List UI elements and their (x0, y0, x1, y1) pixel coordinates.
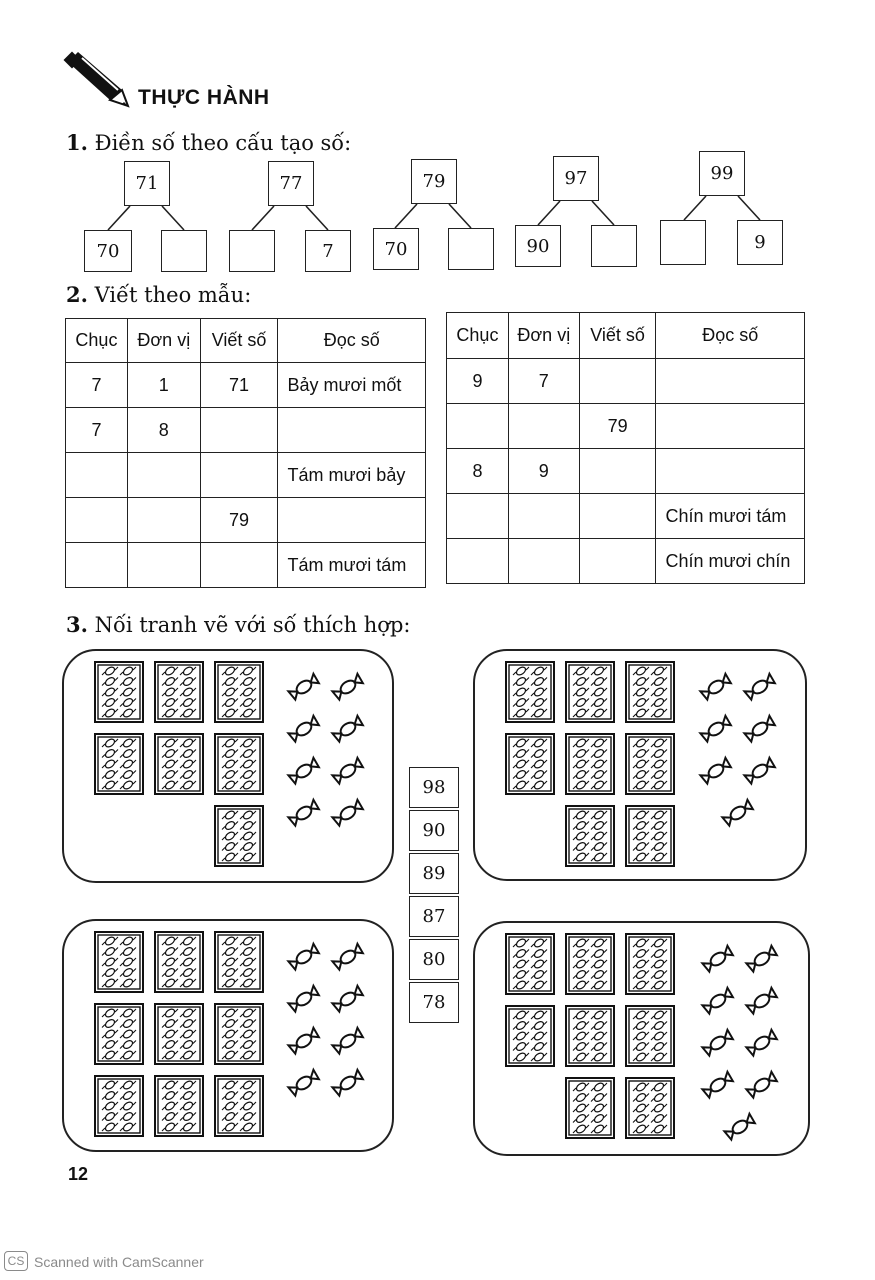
tree-top-box: 79 (411, 159, 457, 204)
table-right (446, 312, 805, 584)
number-box-80[interactable]: 80 (409, 939, 459, 980)
candy-icon (286, 669, 322, 705)
candy-icon (700, 941, 736, 977)
number-box-90[interactable]: 90 (409, 810, 459, 851)
cell-don-vi[interactable]: 9 (508, 449, 579, 494)
cell-don-vi[interactable] (127, 543, 200, 588)
cell-doc-so[interactable]: Bảy mươi mốt (278, 363, 426, 408)
exercise-1-text: Điền số theo cấu tạo số: (94, 131, 352, 155)
cell-viet-so[interactable] (200, 453, 278, 498)
candy-icon (700, 1067, 736, 1103)
number-box-98[interactable]: 98 (409, 767, 459, 808)
cell-doc-so[interactable] (656, 359, 805, 404)
candy-box-icon (565, 733, 615, 795)
candy-box-icon (625, 661, 675, 723)
candy-icon (744, 983, 780, 1019)
cell-chuc[interactable] (447, 494, 509, 539)
tree-left-box[interactable] (229, 230, 275, 272)
candy-icon (744, 941, 780, 977)
candy-icon (330, 1065, 366, 1101)
candy-icon (286, 753, 322, 789)
picture-card-2[interactable] (473, 649, 807, 881)
candy-icon (744, 1067, 780, 1103)
header-don-vi: Đơn vị (127, 319, 200, 363)
cell-doc-so[interactable]: Tám mươi tám (278, 543, 426, 588)
picture-card-3[interactable] (62, 919, 394, 1152)
cell-doc-so[interactable] (656, 449, 805, 494)
candy-box-icon (214, 661, 264, 723)
candy-box-icon (94, 931, 144, 993)
cell-don-vi[interactable]: 8 (127, 408, 200, 453)
header-doc-so: Đọc số (656, 313, 805, 359)
cell-doc-so[interactable]: Chín mươi chín (656, 539, 805, 584)
candy-icon (286, 939, 322, 975)
candy-icon (330, 939, 366, 975)
cell-viet-so[interactable] (579, 494, 656, 539)
loose-candy-group (274, 669, 378, 831)
candy-box-icon (214, 805, 264, 867)
number-box-89[interactable]: 89 (409, 853, 459, 894)
cell-viet-so[interactable] (579, 449, 656, 494)
cell-viet-so[interactable] (200, 543, 278, 588)
cell-chuc[interactable]: 9 (447, 359, 509, 404)
tree-left-box[interactable]: 70 (373, 228, 419, 270)
cell-viet-so[interactable] (579, 359, 656, 404)
candy-box-icon (565, 661, 615, 723)
candy-box-icon (214, 1003, 264, 1065)
cell-viet-so[interactable]: 71 (200, 363, 278, 408)
loose-candy-group (685, 941, 794, 1145)
tree-left-box[interactable]: 70 (84, 230, 132, 272)
candy-box-icon (565, 1077, 615, 1139)
cell-doc-so[interactable] (656, 404, 805, 449)
cell-don-vi[interactable]: 1 (127, 363, 200, 408)
scanner-watermark: Scanned with CamScanner (34, 1254, 204, 1270)
cell-don-vi[interactable] (508, 539, 579, 584)
cell-chuc[interactable]: 7 (66, 408, 128, 453)
candy-icon (742, 669, 778, 705)
loose-candy-group (685, 669, 791, 831)
number-box-78[interactable]: 78 (409, 982, 459, 1023)
cell-don-vi[interactable] (508, 494, 579, 539)
exercise-3-heading (66, 612, 410, 637)
cell-chuc[interactable]: 7 (66, 363, 128, 408)
table-left (65, 318, 426, 588)
candy-box-icon (214, 733, 264, 795)
cell-chuc[interactable] (66, 453, 128, 498)
candy-icon (286, 795, 322, 831)
tree-top-box: 77 (268, 161, 314, 206)
cell-viet-so[interactable]: 79 (200, 498, 278, 543)
exercise-3-text: Nối tranh vẽ với số thích hợp: (94, 613, 411, 637)
exercise-2-heading (66, 282, 251, 307)
candy-icon (286, 711, 322, 747)
exercise-3-number: 3. (66, 612, 88, 637)
candy-box-icon (214, 931, 264, 993)
tree-top-box: 97 (553, 156, 599, 201)
candy-box-icon (505, 733, 555, 795)
picture-card-1[interactable] (62, 649, 394, 883)
candy-box-icon (154, 733, 204, 795)
candy-box-icon (505, 933, 555, 995)
tree-right-box[interactable]: 9 (737, 220, 783, 265)
candy-icon (720, 795, 756, 831)
candy-box-icon (94, 733, 144, 795)
cell-chuc[interactable] (66, 543, 128, 588)
candy-box-icon (565, 933, 615, 995)
header-viet-so: Viết số (200, 319, 278, 363)
camscanner-logo: CS (4, 1251, 28, 1271)
candy-box-group (84, 661, 264, 867)
candy-box-icon (94, 1003, 144, 1065)
tree-right-box[interactable] (161, 230, 207, 272)
candy-box-icon (505, 661, 555, 723)
header-chuc: Chục (66, 319, 128, 363)
candy-box-icon (94, 661, 144, 723)
candy-icon (330, 711, 366, 747)
candy-box-icon (625, 733, 675, 795)
cell-viet-so[interactable] (200, 408, 278, 453)
cell-don-vi[interactable]: 7 (508, 359, 579, 404)
candy-box-icon (625, 933, 675, 995)
cell-viet-so[interactable] (579, 539, 656, 584)
section-title: THỰC HÀNH (138, 86, 270, 109)
candy-icon (700, 1025, 736, 1061)
loose-candy-group (274, 939, 378, 1101)
exercise-2-number: 2. (66, 282, 88, 307)
candy-icon (698, 669, 734, 705)
cell-chuc[interactable] (447, 404, 509, 449)
header-viet-so: Viết số (579, 313, 656, 359)
candy-box-icon (94, 1075, 144, 1137)
candy-icon (742, 711, 778, 747)
candy-box-group (84, 931, 264, 1137)
cell-chuc[interactable] (66, 498, 128, 543)
candy-icon (700, 983, 736, 1019)
header-don-vi: Đơn vị (508, 313, 579, 359)
candy-icon (330, 669, 366, 705)
tree-right-box[interactable] (591, 225, 637, 267)
cell-chuc[interactable] (447, 539, 509, 584)
candy-icon (330, 1023, 366, 1059)
candy-box-icon (214, 1075, 264, 1137)
page-number: 12 (68, 1164, 89, 1184)
tree-left-box[interactable] (660, 220, 706, 265)
candy-icon (698, 711, 734, 747)
candy-icon (330, 753, 366, 789)
cell-don-vi[interactable] (508, 404, 579, 449)
cell-doc-so[interactable] (278, 408, 426, 453)
tree-right-box[interactable]: 7 (305, 230, 351, 272)
candy-icon (698, 753, 734, 789)
exercise-2-text: Viết theo mẫu: (94, 283, 252, 307)
candy-icon (744, 1025, 780, 1061)
candy-box-icon (154, 1003, 204, 1065)
tree-right-box[interactable] (448, 228, 494, 270)
candy-icon (286, 1065, 322, 1101)
cell-don-vi[interactable] (127, 498, 200, 543)
picture-card-4[interactable] (473, 921, 810, 1156)
header-doc-so: Đọc số (278, 319, 426, 363)
candy-icon (742, 753, 778, 789)
candy-icon (286, 1023, 322, 1059)
candy-box-icon (154, 931, 204, 993)
candy-icon (330, 981, 366, 1017)
number-box-87[interactable]: 87 (409, 896, 459, 937)
candy-box-group (495, 933, 675, 1139)
candy-box-icon (625, 1005, 675, 1067)
candy-icon (330, 795, 366, 831)
candy-box-icon (154, 1075, 204, 1137)
cell-viet-so[interactable]: 79 (579, 404, 656, 449)
cell-doc-so[interactable]: Tám mươi bảy (278, 453, 426, 498)
cell-doc-so[interactable]: Chín mươi tám (656, 494, 805, 539)
tree-top-box: 71 (124, 161, 170, 206)
cell-chuc[interactable]: 8 (447, 449, 509, 494)
candy-box-icon (625, 805, 675, 867)
candy-box-icon (154, 661, 204, 723)
candy-icon (286, 981, 322, 1017)
tree-top-box: 99 (699, 151, 745, 196)
candy-box-icon (565, 805, 615, 867)
header-chuc: Chục (447, 313, 509, 359)
tree-left-box[interactable]: 90 (515, 225, 561, 267)
cell-doc-so[interactable] (278, 498, 426, 543)
cell-don-vi[interactable] (127, 453, 200, 498)
exercise-1-number: 1. (66, 130, 88, 155)
candy-box-icon (625, 1077, 675, 1139)
candy-box-icon (565, 1005, 615, 1067)
candy-box-group (495, 661, 675, 867)
candy-icon (722, 1109, 758, 1145)
candy-box-icon (505, 1005, 555, 1067)
